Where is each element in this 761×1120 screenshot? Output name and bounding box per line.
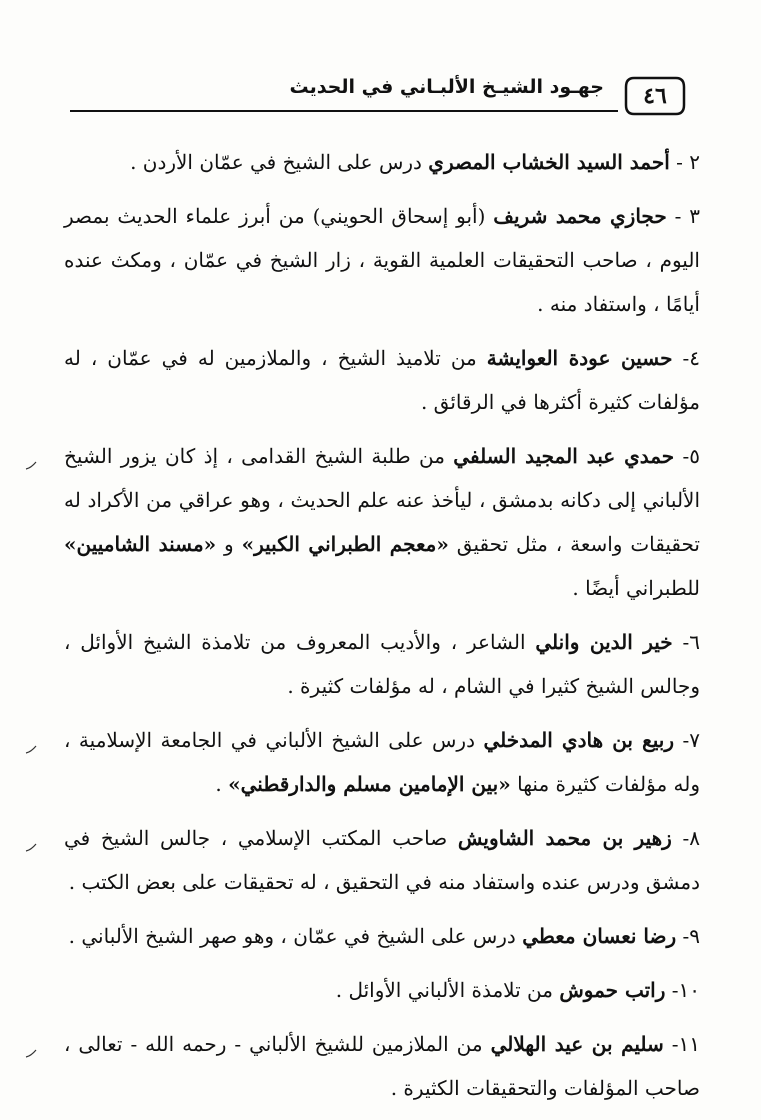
header-rule — [70, 110, 618, 112]
entry-number: ٢ - — [676, 150, 700, 174]
list-item — [64, 1022, 700, 1110]
entry-number: ٨- — [682, 826, 700, 850]
list-item — [64, 620, 700, 708]
entry-number: ١٠- — [671, 978, 700, 1002]
entry-number: ٣ - — [674, 204, 701, 228]
margin-tick-icon — [24, 728, 38, 742]
entry-name: سليم بن عيد الهلالي — [490, 1032, 664, 1056]
page-header — [70, 72, 690, 118]
book-title: «معجم الطبراني الكبير» — [241, 532, 449, 556]
margin-tick-icon — [24, 444, 38, 458]
entry-number: ٥- — [682, 444, 701, 468]
entry-name: راتب حموش — [559, 978, 666, 1002]
entry-text: درس على الشيخ الألباني في الجامعة الإسلامية ، وله مؤلفات كثيرة منها — [64, 728, 700, 796]
entry-text: من الملازمين للشيخ الألباني - رحمه الله - تعالى ، صاحب المؤلفات والتحقيقات الكثيرة . — [64, 1032, 700, 1100]
entry-name: أحمد السيد الخشاب المصري — [428, 150, 670, 174]
margin-tick-icon — [24, 1032, 38, 1046]
margin-tick-icon — [24, 826, 38, 840]
entries-list — [64, 140, 700, 1120]
list-item — [64, 914, 700, 958]
page-number: ٤٦ — [643, 83, 667, 109]
entry-name: خير الدين وانلي — [535, 630, 673, 654]
entry-number: ٧- — [682, 728, 700, 752]
entry-text: من تلاميذ الشيخ ، والملازمين له في عمّان ، له مؤلفات كثيرة أكثرها في الرقائق . — [64, 346, 700, 414]
entry-text-mid: و — [216, 532, 242, 556]
entry-name: حجازي محمد شريف — [493, 204, 667, 228]
list-item — [64, 718, 700, 806]
book-title: «بين الإمامين مسلم والدارقطني» — [228, 772, 511, 796]
book-title: «مسند الشاميين» — [64, 532, 217, 556]
entry-text-tail: للطبراني أيضًا . — [572, 576, 700, 600]
entry-number: ٤- — [682, 346, 701, 370]
list-item — [64, 336, 700, 424]
list-item — [64, 140, 700, 184]
entry-text: درس على الشيخ في عمّان الأردن . — [130, 150, 429, 174]
entry-name: رضا نعسان معطي — [522, 924, 677, 948]
entry-name: زهير بن محمد الشاويش — [457, 826, 672, 850]
running-title: جهـود الشيـخ الألبـاني في الحديث — [289, 76, 604, 98]
entry-number: ١١- — [671, 1032, 701, 1056]
entry-name: حمدي عبد المجيد السلفي — [453, 444, 675, 468]
list-item — [64, 816, 700, 904]
entry-text-tail: . — [215, 772, 229, 796]
list-item — [64, 434, 700, 610]
entry-name: ربيع بن هادي المدخلي — [483, 728, 674, 752]
entry-text: صاحب المكتب الإسلامي ، جالس الشيخ في دمشق ودرس عنده واستفاد منه في التحقيق ، له تحقيقات على بعض الكتب . — [64, 826, 700, 894]
entry-text: درس على الشيخ في عمّان ، وهو صهر الشيخ الألباني . — [68, 924, 523, 948]
entry-number: ٦- — [682, 630, 701, 654]
entry-text: من تلامذة الألباني الأوائل . — [335, 978, 560, 1002]
entry-text: الشاعر ، والأديب المعروف من تلامذة الشيخ الأوائل ، وجالس الشيخ كثيرا في الشام ، له مؤلفات كثيرة . — [64, 630, 700, 698]
entry-name: حسين عودة العوايشة — [486, 346, 673, 370]
entry-text: (أبو إسحاق الحويني) من أبرز علماء الحديث بمصر اليوم ، صاحب التحقيقات العلمية القوية ، زار الشيخ في عمّان ، ومكث عنده أيامًا ، واستفاد منه . — [64, 204, 700, 316]
entry-text: من طلبة الشيخ القدامى ، إذ كان يزور الشيخ الألباني إلى دكانه بدمشق ، ليأخذ عنه علم الحديث ، وهو عراقي من الأكراد له تحقيقات واسعة ، مثل تحقيق — [64, 444, 700, 556]
list-item — [64, 968, 700, 1012]
page-number-badge — [624, 75, 686, 117]
entry-number: ٩- — [682, 924, 700, 948]
list-item — [64, 194, 700, 326]
